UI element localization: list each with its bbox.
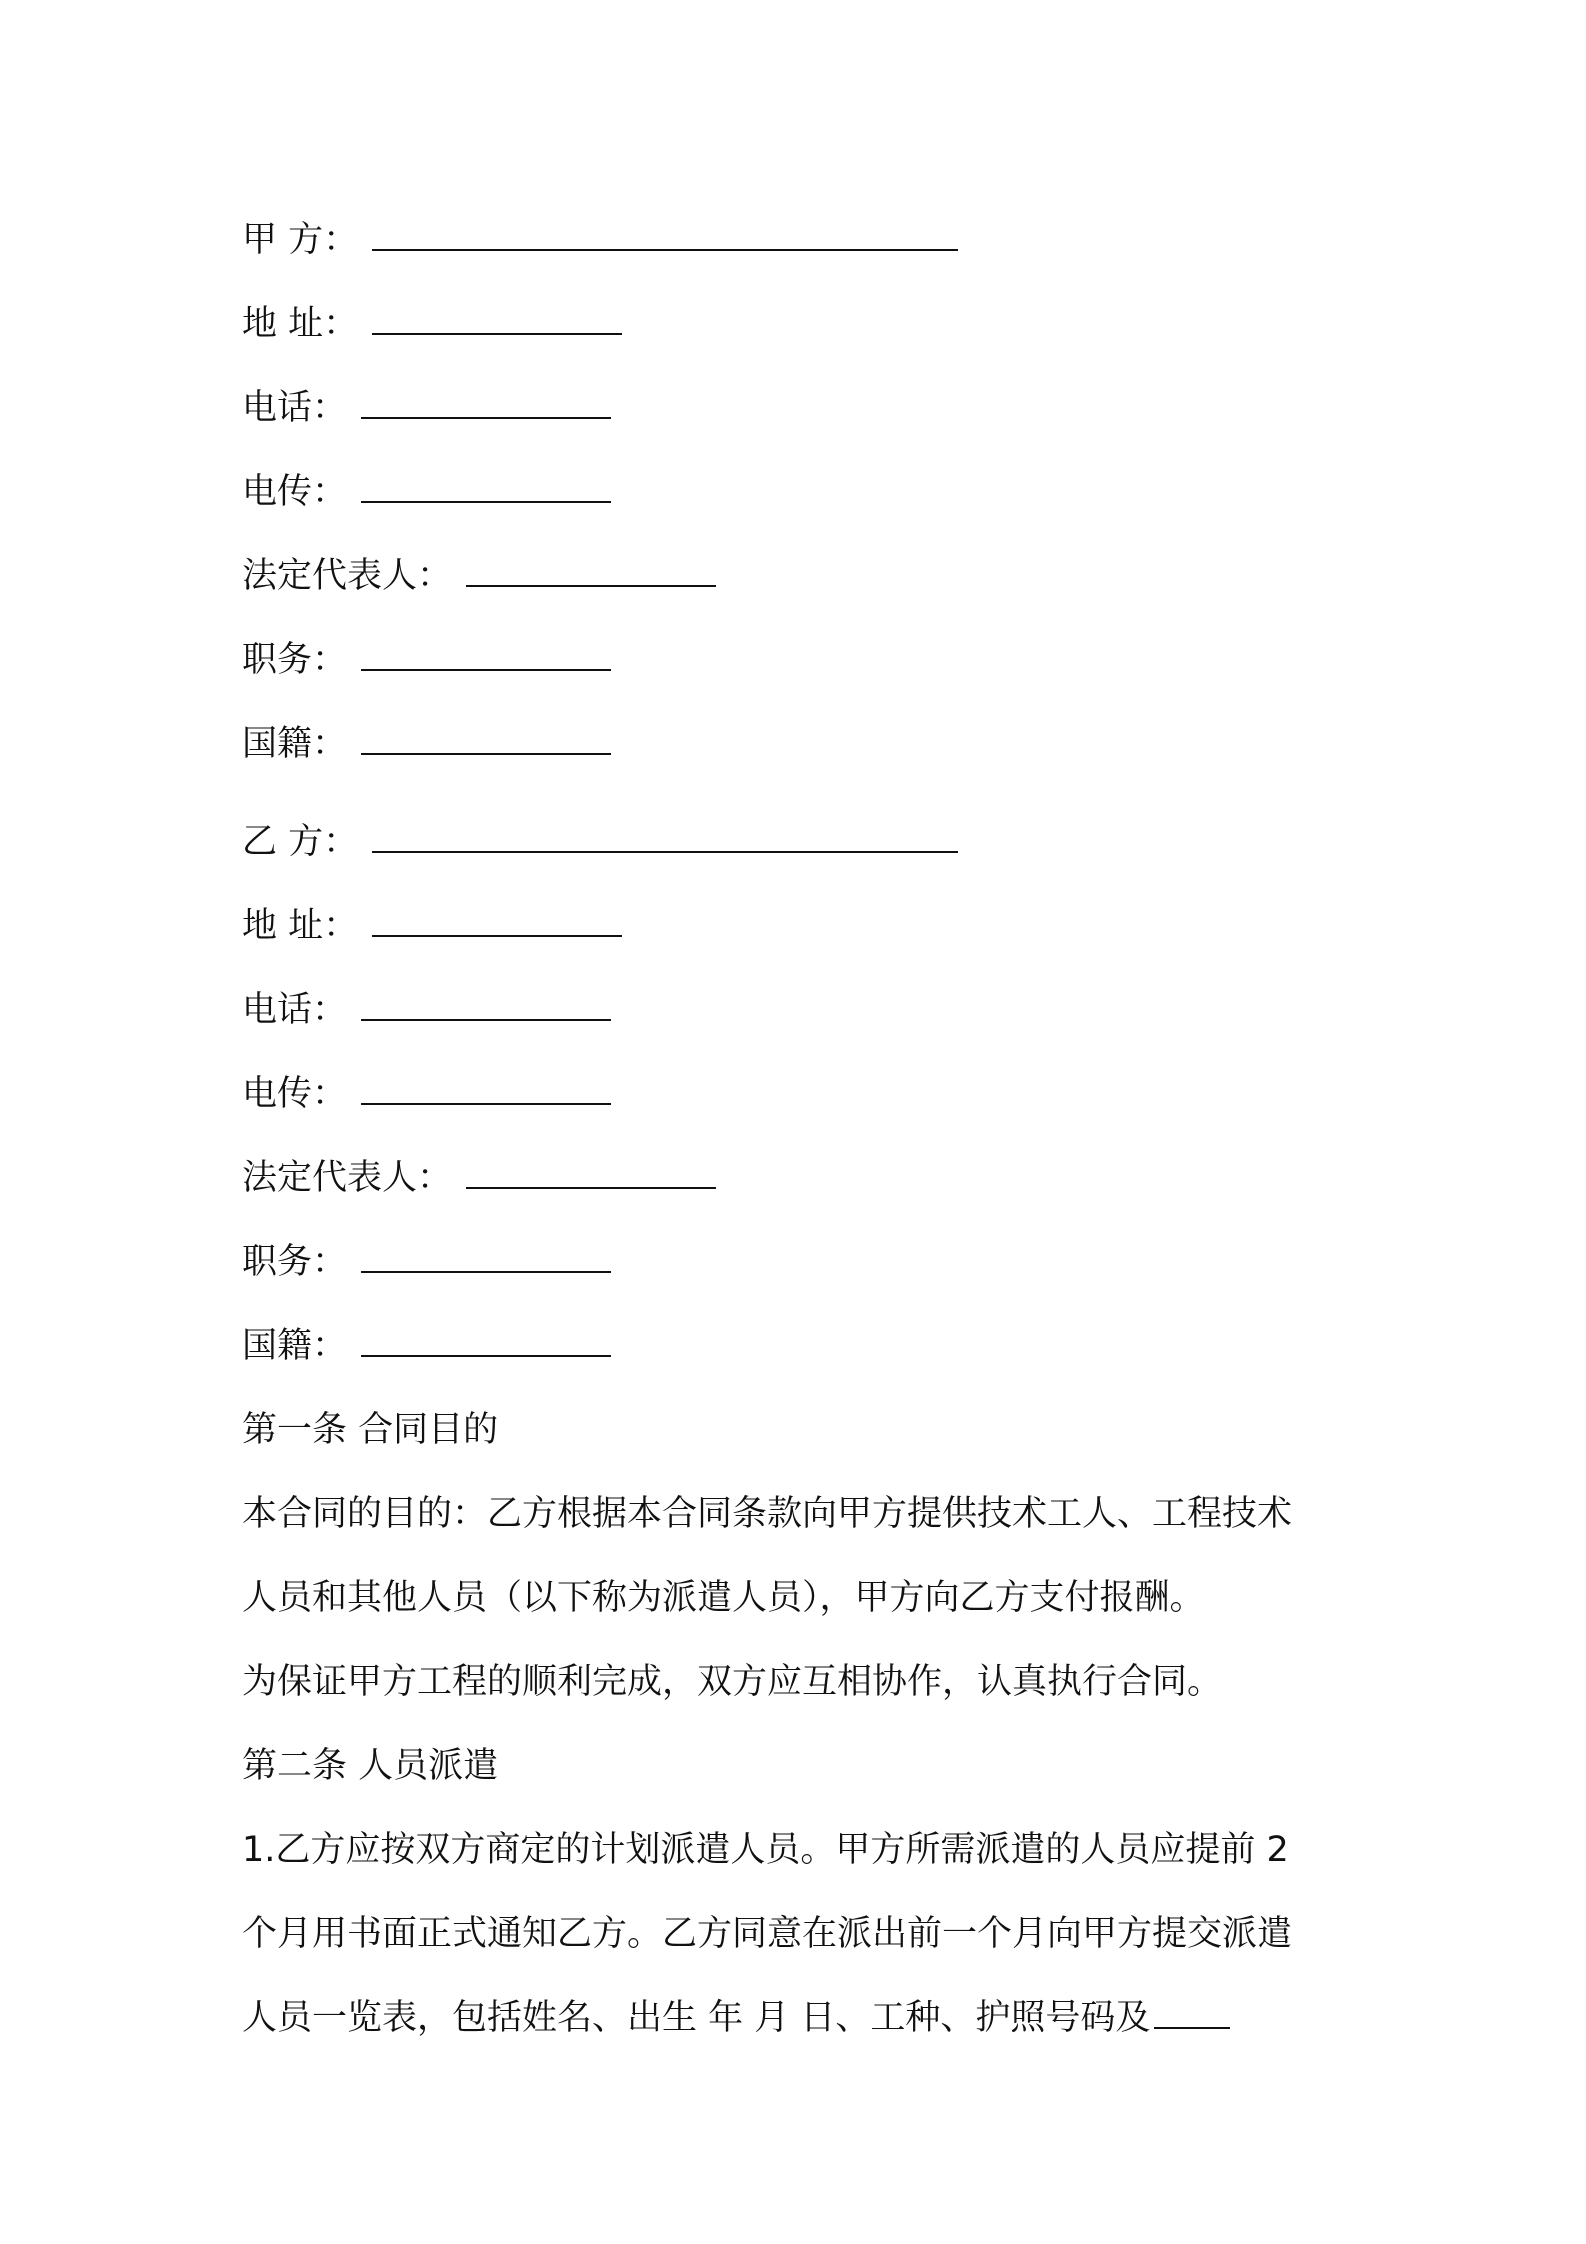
party-a-phone-label: 电话： (242, 388, 348, 428)
party-a-position-blank (361, 667, 611, 671)
party-a-fax-row (242, 450, 1362, 534)
party-a-legal-rep-label: 法定代表人： (242, 556, 453, 596)
party-b-position-label: 职务： (242, 1242, 348, 1282)
party-a-address-label: 地 址： (242, 304, 359, 344)
article-2-paragraph-1-line-1: 1.乙方应按双方商定的计划派遣人员。甲方所需派遣的人员应提前 2 (242, 1830, 1289, 1870)
party-b-nationality-blank (361, 1353, 611, 1357)
article-2-paragraph-1-line-2: 个月用书面正式通知乙方。乙方同意在派出前一个月向甲方提交派遣 (242, 1914, 1293, 1954)
party-a-nationality-label: 国籍： (242, 724, 348, 764)
party-b-legal-rep-row (242, 1136, 1362, 1220)
party-a-position-label: 职务： (242, 640, 348, 680)
party-b-position-row (242, 1220, 1362, 1304)
party-b-phone-label: 电话： (242, 990, 348, 1030)
party-b-phone-row (242, 968, 1362, 1052)
article-1-paragraph-2: 为保证甲方工程的顺利完成，双方应互相协作，认真执行合同。 (242, 1662, 1223, 1702)
party-a-legal-rep-blank (466, 583, 716, 587)
party-a-phone-blank (361, 415, 611, 419)
party-a-phone-row (242, 366, 1362, 450)
party-a-legal-rep-row (242, 534, 1362, 618)
party-b-address-blank (372, 933, 622, 937)
party-b-row (242, 800, 1362, 884)
article-2-paragraph-1-line-3-row (242, 1976, 1362, 2060)
party-b-label: 乙 方： (242, 822, 359, 862)
party-b-position-blank (361, 1269, 611, 1273)
party-a-nationality-row (242, 702, 1362, 786)
party-b-nationality-row (242, 1304, 1362, 1388)
article-1-title: 第一条 合同目的 (242, 1410, 499, 1450)
article-2-paragraph-1-line-3: 人员一览表，包括姓名、出生 年 月 日、工种、护照号码及 (242, 1998, 1151, 2038)
party-b-blank (372, 849, 958, 853)
party-a-position-row (242, 618, 1362, 702)
party-b-legal-rep-blank (466, 1185, 716, 1189)
party-a-fax-blank (361, 499, 611, 503)
party-b-fax-label: 电传： (242, 1074, 348, 1114)
party-a-address-blank (372, 331, 622, 335)
spacer (242, 786, 1362, 800)
party-a-fax-label: 电传： (242, 472, 348, 512)
article-1-paragraph-1-line-2: 人员和其他人员（以下称为派遣人员），甲方向乙方支付报酬。 (242, 1578, 1205, 1618)
party-a-nationality-blank (361, 751, 611, 755)
party-b-legal-rep-label: 法定代表人： (242, 1158, 453, 1198)
article-2-trailing-blank (1154, 2025, 1230, 2029)
article-2-title: 第二条 人员派遣 (242, 1746, 499, 1786)
party-b-nationality-label: 国籍： (242, 1326, 348, 1366)
contract-body (242, 198, 1362, 2060)
party-a-label: 甲 方： (242, 220, 359, 260)
party-a-blank (372, 247, 958, 251)
party-b-address-row (242, 884, 1362, 968)
party-b-address-label: 地 址： (242, 906, 359, 946)
party-b-fax-row (242, 1052, 1362, 1136)
party-a-address-row (242, 282, 1362, 366)
party-b-phone-blank (361, 1017, 611, 1021)
party-a-row (242, 198, 1362, 282)
article-1-paragraph-1-line-1: 本合同的目的：乙方根据本合同条款向甲方提供技术工人、工程技术 (242, 1494, 1293, 1534)
party-b-fax-blank (361, 1101, 611, 1105)
